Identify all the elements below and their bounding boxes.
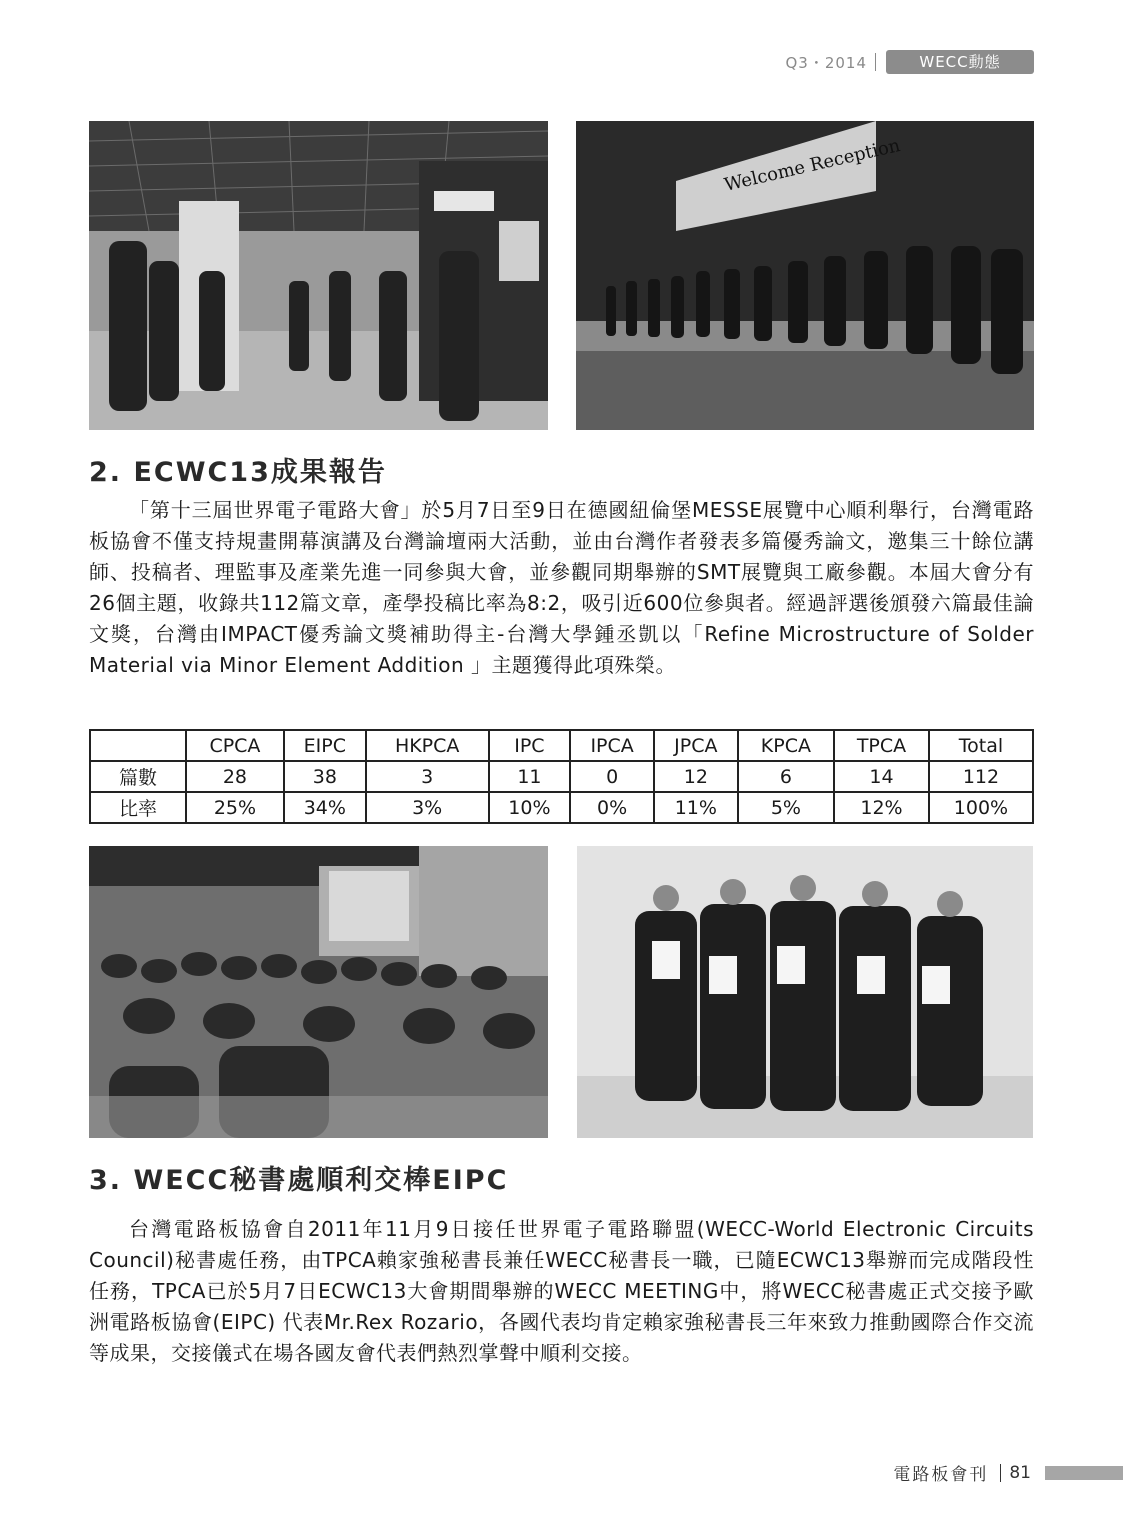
table-cell: 3% bbox=[366, 792, 489, 823]
section-3-body: 台灣電路板協會自2011年11月9日接任世界電子電路聯盟(WECC-World Electronic Circuits Council)秘書處任務，由TPCA賴家強秘書長兼任WECC秘書長一職，已隨ECWC13舉辦而完成階段性任務，TPCA已於5月7日ECWC13大會期間舉辦的WECC MEETING中，將WECC秘書處正式交接予歐洲電路板協會(EIPC) 代表Mr.Rex Rozario，各國代表均肯定賴家強秘書長三年來致力推動國際合作交流等成果，交接儀式在場各國友會代表們熱烈掌聲中順利交接。 bbox=[89, 1217, 1034, 1365]
photo-conference-audience bbox=[89, 846, 548, 1138]
header-divider bbox=[875, 53, 876, 71]
issue-label: Q3・2014 bbox=[785, 53, 867, 72]
reception-banner-text: Welcome Reception bbox=[722, 134, 903, 196]
photo-welcome-reception bbox=[576, 121, 1034, 430]
table-header-cell: KPCA bbox=[738, 730, 834, 761]
table-row bbox=[90, 761, 1033, 792]
photo-exhibition-hall bbox=[89, 121, 548, 430]
page-header bbox=[785, 50, 1034, 74]
table-cell: 10% bbox=[489, 792, 571, 823]
table-cell: 0 bbox=[570, 761, 654, 792]
table-cell: 34% bbox=[284, 792, 366, 823]
table-cell: 14 bbox=[834, 761, 929, 792]
photo-award-winners bbox=[577, 846, 1033, 1138]
table-cell: 0% bbox=[570, 792, 654, 823]
section-2-title: 2. ECWC13成果報告 bbox=[89, 457, 387, 488]
table-cell: 11% bbox=[654, 792, 738, 823]
table-cell: 11 bbox=[489, 761, 571, 792]
section-3-title: 3. WECC秘書處順利交棒EIPC bbox=[89, 1165, 509, 1196]
table-header-cell: JPCA bbox=[654, 730, 738, 761]
table-header-cell: IPCA bbox=[570, 730, 654, 761]
table-cell: 6 bbox=[738, 761, 834, 792]
table-header-row bbox=[90, 730, 1033, 761]
table-cell: 38 bbox=[284, 761, 366, 792]
table-cell: 25% bbox=[186, 792, 284, 823]
table-row-label: 比率 bbox=[90, 792, 186, 823]
table-header-cell: Total bbox=[929, 730, 1033, 761]
table-header-cell: EIPC bbox=[284, 730, 366, 761]
page-footer bbox=[893, 1460, 1123, 1485]
table-cell: 112 bbox=[929, 761, 1033, 792]
page-number: 81 bbox=[1009, 1462, 1031, 1483]
table-header-cell: CPCA bbox=[186, 730, 284, 761]
table-row-label: 篇數 bbox=[90, 761, 186, 792]
table-cell: 100% bbox=[929, 792, 1033, 823]
table-cell: 3 bbox=[366, 761, 489, 792]
table-header-cell: HKPCA bbox=[366, 730, 489, 761]
table-row bbox=[90, 792, 1033, 823]
table-cell: 5% bbox=[738, 792, 834, 823]
table-cell: 12 bbox=[654, 761, 738, 792]
footer-divider bbox=[1000, 1464, 1001, 1482]
section-tab: WECC動態 bbox=[886, 50, 1034, 74]
table-cell: 28 bbox=[186, 761, 284, 792]
table-cell: 12% bbox=[834, 792, 929, 823]
footer-bar bbox=[1045, 1466, 1123, 1480]
papers-table bbox=[89, 729, 1034, 824]
journal-title: 電路板會刊 bbox=[893, 1465, 989, 1485]
table-header-cell bbox=[90, 730, 186, 761]
table-header-cell: IPC bbox=[489, 730, 571, 761]
table-header-cell: TPCA bbox=[834, 730, 929, 761]
section-2-body: 「第十三屆世界電子電路大會」於5月7日至9日在德國紐倫堡MESSE展覽中心順利舉行，台灣電路板協會不僅支持規畫開幕演講及台灣論壇兩大活動，並由台灣作者發表多篇優秀論文，邀集三十餘位講師、投稿者、理監事及產業先進一同參與大會，並參觀同期舉辦的SMT展覽與工廠參觀。本屆大會分有26個主題，收錄共112篇文章，產學投稿比率為8:2，吸引近600位參與者。經過評選後頒發六篇最佳論文獎，台灣由IMPACT優秀論文獎補助得主-台灣大學鍾丞凱以「Refine Microstructure of Solder Material via Minor Element Addition 」主題獲得此項殊榮。 bbox=[89, 498, 1034, 677]
